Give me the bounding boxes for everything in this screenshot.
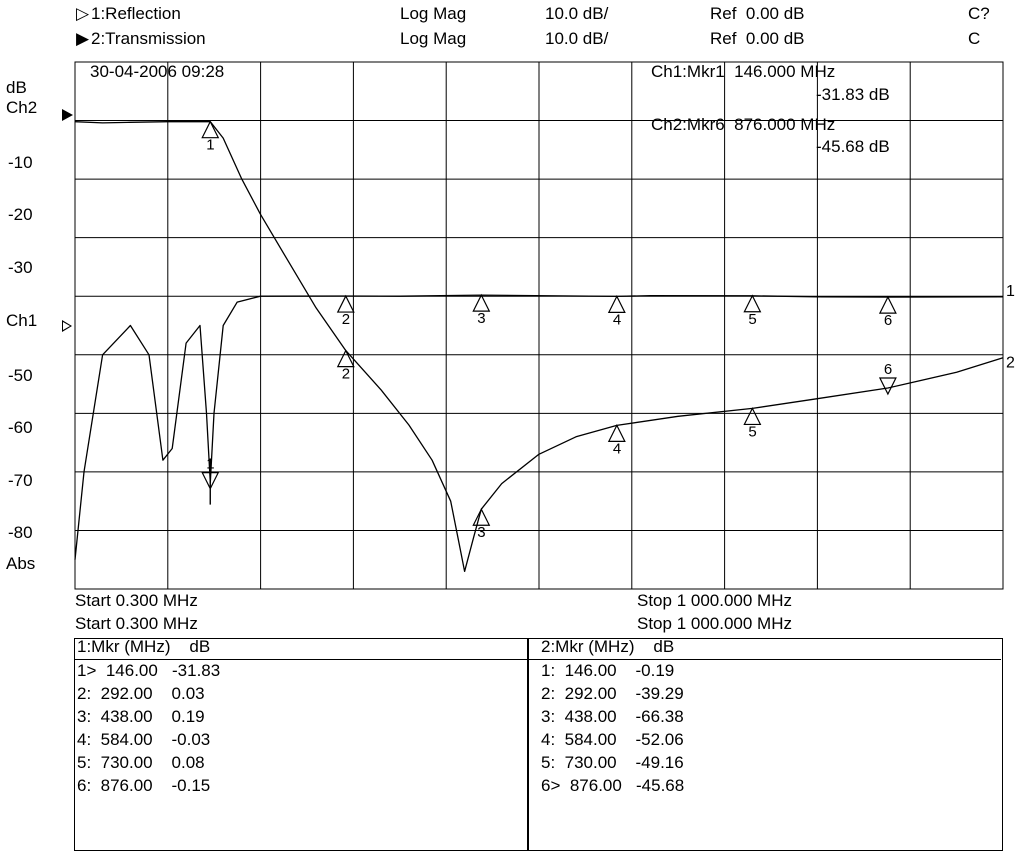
marker-label: 1 (206, 136, 215, 154)
y-tick: -20 (8, 205, 33, 224)
y-tick: -10 (8, 153, 33, 172)
marker-label: 2 (341, 311, 351, 329)
table-row: 6: 876.00 -0.15 (77, 776, 211, 795)
marker-label: 1 (206, 455, 215, 473)
ch2-ref-pointer-icon (62, 109, 73, 121)
marker-ch1-5 (744, 296, 760, 312)
table2-header: 2:Mkr (MHz) dB (541, 637, 675, 656)
ch1-active-marker-value: -31.83 dB (816, 85, 890, 104)
ch2-marker-icon: ▶ (76, 29, 90, 48)
abs-label: Abs (6, 554, 36, 573)
marker-ch1-6 (880, 297, 896, 313)
ch2-ref-label: Ch2 (6, 98, 38, 117)
marker-ch1-3 (473, 295, 489, 311)
ch2-active-marker-value: -45.68 dB (816, 137, 890, 156)
trace-end-label: 2 (1006, 354, 1015, 372)
marker-label: 5 (748, 423, 757, 441)
table-divider (528, 659, 1001, 660)
y-unit: dB (6, 78, 27, 97)
ch1-name: 1:Reflection (91, 4, 181, 23)
y-tick: -30 (8, 258, 33, 277)
marker-label: 4 (612, 311, 622, 329)
markers (202, 122, 896, 542)
ch2-format: Log Mag (400, 29, 467, 48)
y-tick: -50 (8, 366, 33, 385)
ch2-ref: Ref 0.00 dB (710, 29, 805, 48)
timestamp: 30-04-2006 09:28 (90, 62, 225, 81)
marker-label: 6 (883, 361, 893, 379)
ch1-ref-pointer-inner (63, 322, 70, 330)
marker-label: 3 (477, 310, 486, 328)
table-row: 6> 876.00 -45.68 (541, 776, 685, 795)
start-freq-1: Start 0.300 MHz (75, 591, 198, 610)
marker-ch2-6 (880, 378, 896, 394)
marker-ch2-3 (473, 509, 489, 525)
ch1-format: Log Mag (400, 4, 467, 23)
table-row: 2: 292.00 -39.29 (541, 684, 684, 703)
traces (75, 122, 1015, 572)
ch1-active-marker-label: Ch1:Mkr1 146.000 MHz (651, 62, 836, 81)
y-tick: -60 (8, 418, 33, 437)
marker-label: 5 (748, 310, 757, 328)
table-row: 1: 146.00 -0.19 (541, 661, 675, 680)
ch1-marker-icon: ▷ (76, 4, 90, 23)
ch2-scale: 10.0 dB/ (545, 29, 609, 48)
y-tick: -70 (8, 471, 33, 490)
stop-freq-2: Stop 1 000.000 MHz (637, 614, 792, 633)
table-divider (75, 659, 527, 660)
marker-label: 6 (883, 312, 893, 330)
table-row: 5: 730.00 -49.16 (541, 753, 684, 772)
table-row: 1> 146.00 -31.83 (77, 661, 221, 680)
marker-label: 3 (477, 524, 486, 542)
table-row: 3: 438.00 0.19 (77, 707, 205, 726)
ch1-flag: C? (968, 4, 990, 23)
stop-freq-1: Stop 1 000.000 MHz (637, 591, 792, 610)
marker-label: 2 (341, 365, 351, 383)
ch2-name: 2:Transmission (91, 29, 206, 48)
marker-ch2-5 (744, 408, 760, 424)
trace-end-label: 1 (1006, 282, 1015, 300)
y-tick: -80 (8, 523, 33, 542)
table-row: 4: 584.00 -52.06 (541, 730, 684, 749)
marker-ch2-2 (338, 351, 354, 367)
table-row: 4: 584.00 -0.03 (77, 730, 211, 749)
ch2-flag: C (968, 29, 981, 48)
marker-ch2-4 (609, 425, 625, 441)
table-row: 3: 438.00 -66.38 (541, 707, 684, 726)
table-row: 2: 292.00 0.03 (77, 684, 205, 703)
marker-ch1-4 (609, 296, 625, 312)
table1-header: 1:Mkr (MHz) dB (77, 637, 211, 656)
marker-label: 4 (612, 440, 622, 458)
ch1-ref-label: Ch1 (6, 311, 38, 330)
table-row: 5: 730.00 0.08 (77, 753, 205, 772)
ch1-scale: 10.0 dB/ (545, 4, 609, 23)
start-freq-2: Start 0.300 MHz (75, 614, 198, 633)
marker-ch1-2 (338, 296, 354, 312)
ch2-active-marker-label: Ch2:Mkr6 876.000 MHz (651, 115, 836, 134)
ch1-ref: Ref 0.00 dB (710, 4, 805, 23)
